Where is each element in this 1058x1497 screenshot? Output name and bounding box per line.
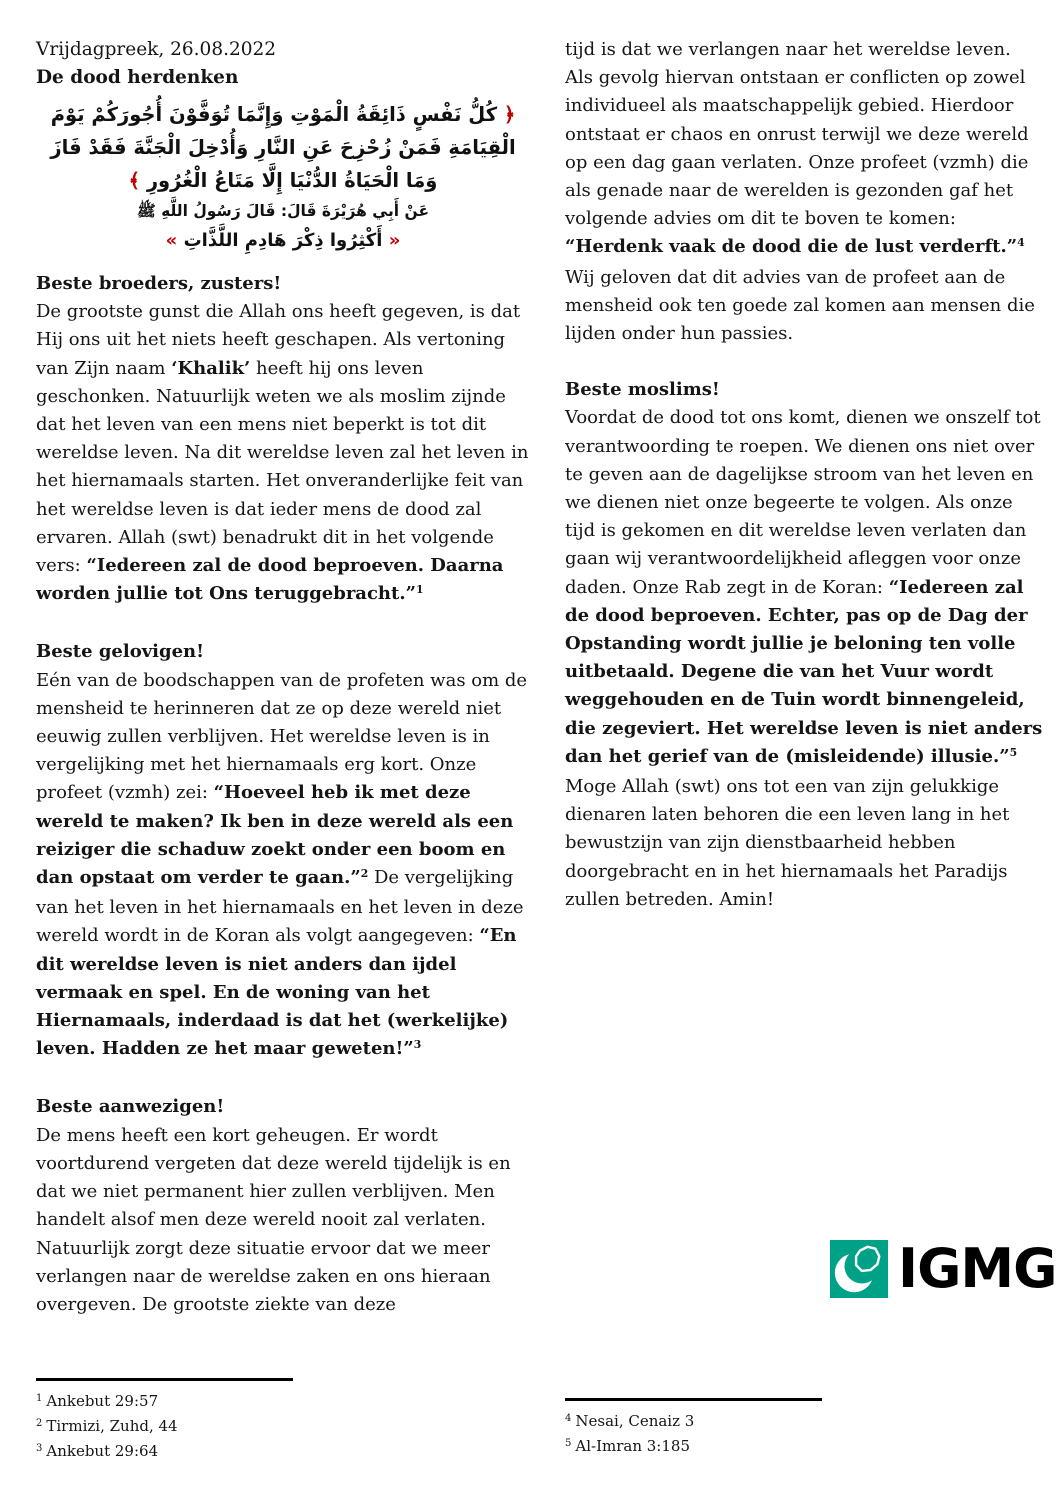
footnotes-right: [565, 1398, 1035, 1460]
paragraph: De grootste gunst die Allah ons heeft gegeven, is dat Hij ons uit het niets heeft geschapen. Als vertoning van Zijn naam ‘Khalik’ heeft hij ons leven geschonken. Natuurlijk weten we als moslim zijnde dat het leven van een mens niet beperkt is tot dit wereldse leven. Na dit wereldse leven zal het leven in het hiernamaals starten. Het onveranderlijke feit van het wereldse leven is dat ieder mens de dood zal ervaren. Allah (swt) benadrukt dit in het volgende vers: “Iedereen zal de dood beproeven. Daarna worden jullie tot Ons teruggebracht.”$^1$: [36, 301, 529, 605]
footnote-number: 2: [36, 1418, 43, 1429]
section-broeders-zusters: [36, 270, 530, 610]
logo-text: IGMG: [898, 1237, 1057, 1300]
footnote-separator: [565, 1398, 822, 1401]
igmg-logo: [830, 1237, 1057, 1300]
paragraph: Eén van de boodschappen van de profeten was om de mensheid te herinneren dat ze op deze wereld niet eeuwig zullen verblijven. Het wereldse leven is in vergelijking met het hiernamaals erg kort. Onze profeet (vzmh) zei: “Hoeveel heb ik met deze wereld te maken? Ik ben in deze wereld als een reiziger die schaduw zoekt onder een boom en dan opstaat om verder te gaan.”$^2$ De vergelijking van het leven in het hiernamaals en het leven in deze wereld wordt in de Koran als volgt aangegeven: “En dit wereldse leven is niet anders dan ijdel vermaak en spel. En de woning van het Hiernamaals, inderdaad is dat het (werkelijke) leven. Hadden ze het maar geweten!”$^3$: [36, 669, 528, 1060]
footnote-number: 4: [565, 1413, 572, 1424]
guillemet-open: «: [388, 230, 401, 251]
date-line: Vrijdagpreek, 26.08.2022: [36, 39, 277, 60]
guillemet-close: »: [165, 230, 178, 251]
footnote-text: Al-Imran 3:185: [575, 1437, 690, 1455]
footnote-separator: [36, 1378, 293, 1381]
footnote: [36, 1415, 516, 1440]
paragraph-closing-prayer: Moge Allah (swt) ons tot een van zijn gelukkige dienaren laten behoren die een leven lang in het bewustzijn van zijn dienstbaarheid hebben doorgebracht en in het hiernamaals het Paradijs zullen betreden. Amin!: [565, 776, 1010, 910]
footnotes-left: [36, 1378, 516, 1465]
footnote: [36, 1440, 516, 1465]
arabic-hadith-text: أَكْثِرُوا ذِكْرَ هَادِمِ اللَّذَّاتِ: [183, 230, 383, 251]
footnote-number: 5: [565, 1438, 572, 1449]
right-column: [565, 36, 1043, 914]
arabic-verse-text: كُلُّ نَفْسٍ ذَائِقَةُ الْمَوْتِ وَإِنَّمَا تُوَفَّوْنَ أُجُورَكُمْ يَوْمَ الْقِيَامَةِ فَمَنْ زُحْزِحَ عَنِ النَّارِ وَأُدْخِلَ الْجَنَّةَ فَقَدْ فَازَ وَمَا الْحَيَاةُ الدُّنْيَا إِلَّا مَتَاعُ الْغُرُورِ: [50, 103, 516, 192]
arabic-narration-line: عَنْ أَبِي هُرَيْرَةَ قَالَ: قَالَ رَسُولُ اللَّهِ ﷺ: [136, 202, 430, 220]
paragraph-continuation: tijd is dat we verlangen naar het wereldse leven. Als gevolg hiervan ontstaan er conflicten op zowel individueel als maatschappelijk gebied. Hierdoor ontstaat er chaos en onrust terwijl we deze wereld op een dag gaan verlaten. Onze profeet (vzmh) die als genade naar de werelden is gezonden gaf het volgende advies om dit te boven te komen: “Herdenk vaak de dood die de lust verderft.”$^4$ Wij geloven dat dit advies van de profeet aan de mensheid ook ten goede zal komen aan mensen die lijden onder hun passies.: [565, 39, 1035, 345]
section-heading: Beste gelovigen!: [36, 641, 205, 663]
arabic-hadith-line: [36, 226, 530, 255]
footnote-text: Tirmizi, Zuhd, 44: [46, 1417, 178, 1435]
paragraph: Voordat de dood tot ons komt, dienen we onszelf tot verantwoording te roepen. We dienen ons niet over te geven aan de dagelijkse stroom van het leven en we dienen niet onze begeerte te volgen. Als onze tijd is gekomen en dit wereldse leven verlaten dan gaan wij verantwoordelijkheid afleggen voor onze daden. Onze Rab zegt in de Koran: “Iedereen zal de dood beproeven. Echter, pas op de Dag der Opstanding wordt jullie je beloning ten volle uitbetaald. Degene die van het Vuur wordt weggehouden en de Tuin wordt binnengeleid, die zegeviert. Het wereldse leven is niet anders dan het gerief van de (misleidende) illusie.”$^5$: [565, 407, 1043, 767]
footnote-text: Ankebut 29:57: [46, 1392, 159, 1410]
footnote-number: 3: [36, 1443, 43, 1454]
footnote-text: Nesai, Cenaiz 3: [575, 1412, 695, 1430]
footnote: [565, 1435, 1035, 1460]
arabic-quran-verse: [36, 98, 530, 197]
section-moslims: [565, 376, 1043, 914]
section-gelovigen: [36, 638, 530, 1065]
ornate-bracket-open: ﴿: [503, 103, 516, 126]
section-heading: Beste broeders, zusters!: [36, 273, 282, 294]
section-aanwezigen: [36, 1093, 530, 1319]
page-title: De dood herdenken: [36, 67, 239, 88]
ornate-bracket-close: ﴾: [128, 169, 141, 192]
paragraph: De mens heeft een kort geheugen. Er wordt voortdurend vergeten dat deze wereld tijdelijk is en dat we niet permanent hier zullen verblijven. Men handelt alsof men deze wereld nooit zal verlaten. Natuurlijk zorgt deze situatie ervoor dat we meer verlangen naar de wereldse zaken en ons hieraan overgeven. De grootste ziekte van deze: [36, 1124, 511, 1315]
section-heading: Beste moslims!: [565, 379, 720, 401]
section-heading: Beste aanwezigen!: [36, 1096, 225, 1118]
footnote: [36, 1390, 516, 1415]
crescent-europe-icon: [830, 1240, 888, 1298]
footnote-number: 1: [36, 1393, 43, 1404]
footnote: [565, 1410, 1035, 1435]
footnote-text: Ankebut 29:64: [46, 1442, 159, 1460]
left-column: [36, 36, 530, 1319]
